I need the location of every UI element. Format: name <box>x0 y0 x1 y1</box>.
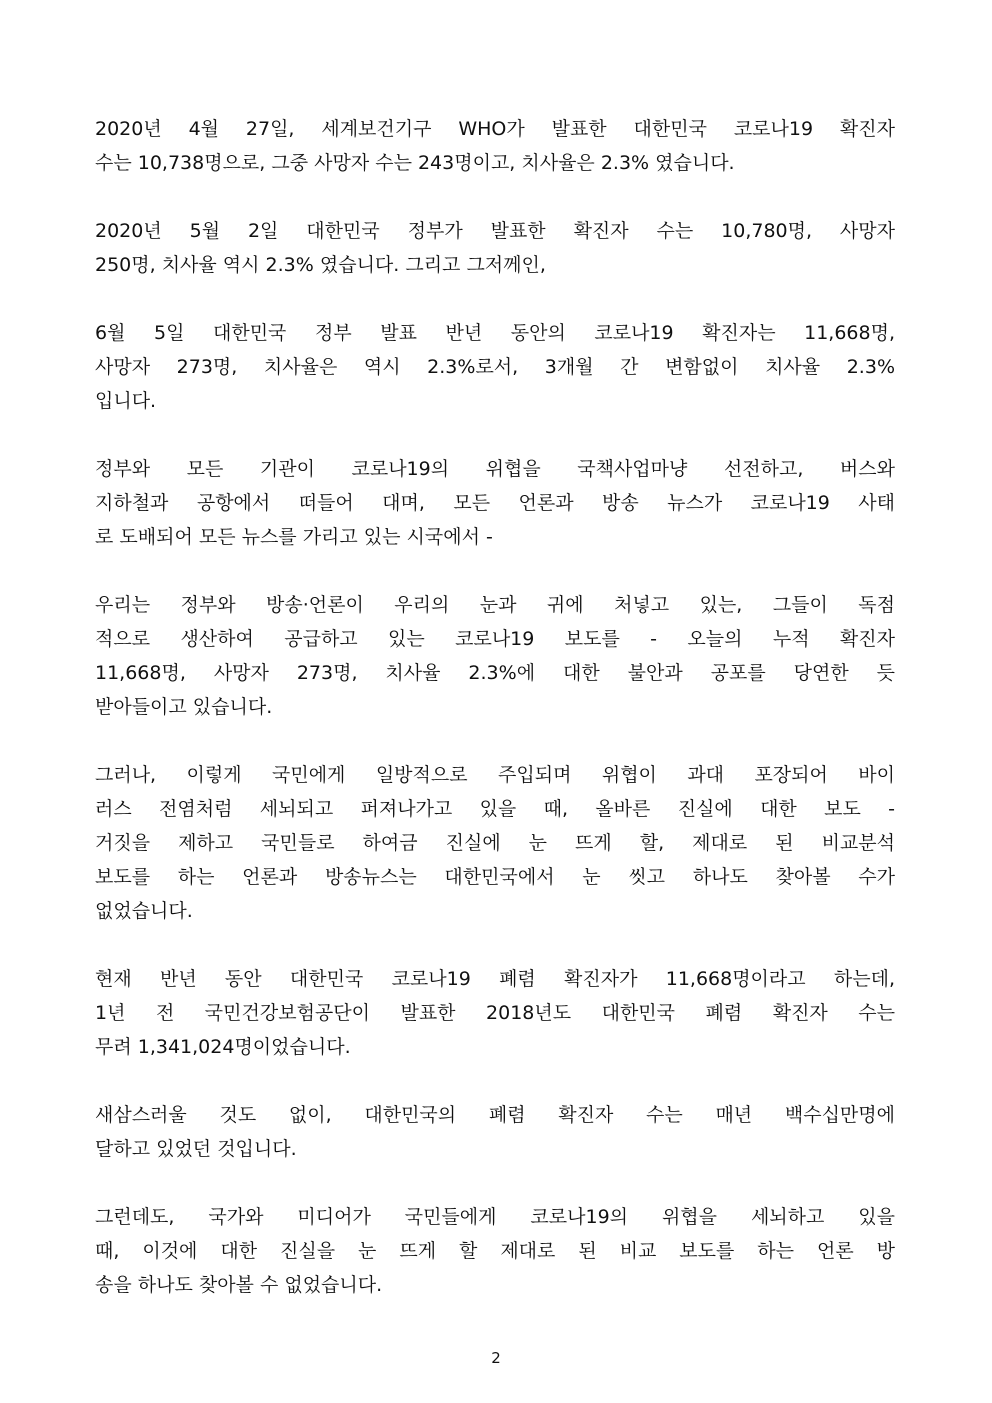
text-line: 송을 하나도 찾아볼 수 없었습니다. <box>95 1274 383 1296</box>
paragraph-1 <box>95 112 895 180</box>
paragraph-3 <box>95 316 895 418</box>
text-line: 우리는 정부와 방송·언론이 우리의 눈과 귀에 처넣고 있는, 그들이 독점 <box>95 594 895 616</box>
text-line: 거짓을 제하고 국민들로 하여금 진실에 눈 뜨게 할, 제대로 된 비교분석 <box>95 832 895 854</box>
text-line: 수는 10,738명으로, 그중 사망자 수는 243명이고, 치사율은 2.3% 였습니다. <box>95 152 735 174</box>
paragraph-5 <box>95 588 895 724</box>
text-line: 정부와 모든 기관이 코로나19의 위협을 국책사업마냥 선전하고, 버스와 <box>95 458 895 480</box>
text-line: 새삼스러울 것도 없이, 대한민국의 폐렴 확진자 수는 매년 백수십만명에 <box>95 1104 895 1126</box>
text-line: 러스 전염처럼 세뇌되고 퍼져나가고 있을 때, 올바른 진실에 대한 보도 - <box>95 798 895 820</box>
text-line: 그런데도, 국가와 미디어가 국민들에게 코로나19의 위협을 세뇌하고 있을 <box>95 1206 895 1228</box>
text-line: 2020년 4월 27일, 세계보건기구 WHO가 발표한 대한민국 코로나19 확진자 <box>95 118 895 140</box>
body-text <box>95 112 895 1336</box>
text-line: 그러나, 이렇게 국민에게 일방적으로 주입되며 위협이 과대 포장되어 바이 <box>95 764 895 786</box>
text-line: 11,668명, 사망자 273명, 치사율 2.3%에 대한 불안과 공포를 당연한 듯 <box>95 662 895 684</box>
text-line: 무려 1,341,024명이었습니다. <box>95 1036 351 1058</box>
text-line: 로 도배되어 모든 뉴스를 가리고 있는 시국에서 - <box>95 526 493 548</box>
text-line: 보도를 하는 언론과 방송뉴스는 대한민국에서 눈 씻고 하나도 찾아볼 수가 <box>95 866 895 888</box>
text-line: 때, 이것에 대한 진실을 눈 뜨게 할 제대로 된 비교 보도를 하는 언론 방 <box>95 1240 895 1262</box>
text-line: 지하철과 공항에서 떠들어 대며, 모든 언론과 방송 뉴스가 코로나19 사태 <box>95 492 895 514</box>
text-line: 250명, 치사율 역시 2.3% 였습니다. 그리고 그저께인, <box>95 254 546 276</box>
text-line: 1년 전 국민건강보험공단이 발표한 2018년도 대한민국 폐렴 확진자 수는 <box>95 1002 895 1024</box>
paragraph-9 <box>95 1200 895 1302</box>
text-line: 6월 5일 대한민국 정부 발표 반년 동안의 코로나19 확진자는 11,668명, <box>95 322 895 344</box>
page-number: 2 <box>491 1349 501 1367</box>
text-line: 받아들이고 있습니다. <box>95 696 273 718</box>
paragraph-6 <box>95 758 895 928</box>
text-line: 없었습니다. <box>95 900 193 922</box>
text-line: 사망자 273명, 치사율은 역시 2.3%로서, 3개월 간 변함없이 치사율 2.3% <box>95 356 895 378</box>
paragraph-8 <box>95 1098 895 1166</box>
paragraph-7 <box>95 962 895 1064</box>
paragraph-4 <box>95 452 895 554</box>
text-line: 2020년 5월 2일 대한민국 정부가 발표한 확진자 수는 10,780명, 사망자 <box>95 220 895 242</box>
text-line: 달하고 있었던 것입니다. <box>95 1138 297 1160</box>
text-line: 현재 반년 동안 대한민국 코로나19 폐렴 확진자가 11,668명이라고 하는데, <box>95 968 895 990</box>
text-line: 입니다. <box>95 390 157 412</box>
text-line: 적으로 생산하여 공급하고 있는 코로나19 보도를 - 오늘의 누적 확진자 <box>95 628 895 650</box>
paragraph-2 <box>95 214 895 282</box>
